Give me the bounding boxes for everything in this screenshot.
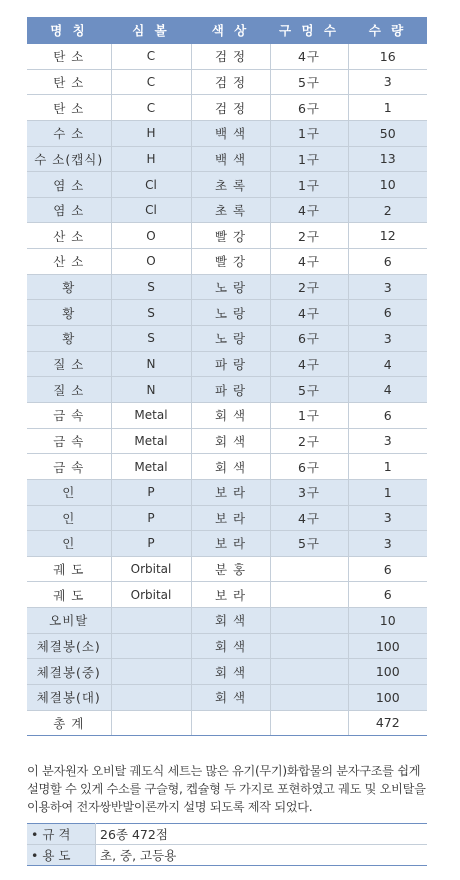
cell-quantity: 2: [348, 197, 427, 223]
cell-holes: 4구: [270, 351, 348, 377]
cell-holes: 6구: [270, 95, 348, 121]
cell-symbol: S: [111, 300, 191, 326]
cell-holes: 4구: [270, 505, 348, 531]
cell-symbol: O: [111, 249, 191, 275]
cell-name: 인: [27, 479, 111, 505]
cell-quantity: 1: [348, 479, 427, 505]
total-label: 총 계: [27, 710, 111, 736]
table-row: [27, 146, 427, 172]
total-blank-color: [191, 710, 270, 736]
cell-quantity: 6: [348, 300, 427, 326]
cell-holes: 6구: [270, 454, 348, 480]
total-row: [27, 710, 427, 736]
spec-size-label: • 규 격: [27, 824, 96, 845]
cell-symbol: O: [111, 223, 191, 249]
cell-name: 황: [27, 326, 111, 352]
cell-name: 황: [27, 300, 111, 326]
cell-symbol: [111, 608, 191, 634]
cell-symbol: Orbital: [111, 556, 191, 582]
cell-symbol: S: [111, 326, 191, 352]
cell-name: 산 소: [27, 223, 111, 249]
cell-symbol: [111, 633, 191, 659]
table-row: [27, 428, 427, 454]
cell-quantity: 1: [348, 454, 427, 480]
cell-color: 파 랑: [191, 351, 270, 377]
cell-color: 회 색: [191, 659, 270, 685]
cell-holes: 4구: [270, 249, 348, 275]
table-row: [27, 300, 427, 326]
cell-holes: [270, 633, 348, 659]
cell-color: 초 록: [191, 172, 270, 198]
table-row: [27, 197, 427, 223]
cell-quantity: 4: [348, 351, 427, 377]
cell-quantity: 100: [348, 685, 427, 711]
cell-holes: 3구: [270, 479, 348, 505]
cell-color: 초 록: [191, 197, 270, 223]
cell-quantity: 12: [348, 223, 427, 249]
cell-name: 염 소: [27, 197, 111, 223]
parts-table-body: [27, 44, 427, 736]
cell-symbol: S: [111, 274, 191, 300]
cell-symbol: Orbital: [111, 582, 191, 608]
total-blank-symbol: [111, 710, 191, 736]
cell-symbol: Cl: [111, 197, 191, 223]
table-row: [27, 531, 427, 557]
cell-symbol: [111, 659, 191, 685]
table-row: [27, 402, 427, 428]
cell-holes: 1구: [270, 172, 348, 198]
cell-holes: 5구: [270, 377, 348, 403]
total-quantity: 472: [348, 710, 427, 736]
cell-color: 회 색: [191, 633, 270, 659]
cell-name: 궤 도: [27, 556, 111, 582]
cell-color: 빨 강: [191, 249, 270, 275]
table-row: [27, 633, 427, 659]
cell-quantity: 3: [348, 326, 427, 352]
cell-quantity: 3: [348, 274, 427, 300]
cell-name: 궤 도: [27, 582, 111, 608]
cell-quantity: 16: [348, 44, 427, 70]
cell-holes: 1구: [270, 120, 348, 146]
cell-color: 보 라: [191, 582, 270, 608]
cell-symbol: Metal: [111, 454, 191, 480]
cell-quantity: 100: [348, 633, 427, 659]
table-row: [27, 223, 427, 249]
spec-table: [27, 823, 427, 866]
cell-color: 백 색: [191, 146, 270, 172]
parts-table: [27, 17, 427, 736]
cell-symbol: H: [111, 146, 191, 172]
cell-name: 인: [27, 531, 111, 557]
cell-holes: 2구: [270, 428, 348, 454]
cell-name: 금 속: [27, 428, 111, 454]
table-row: [27, 377, 427, 403]
cell-color: 빨 강: [191, 223, 270, 249]
cell-quantity: 100: [348, 659, 427, 685]
cell-quantity: 50: [348, 120, 427, 146]
header-symbol: 심 볼: [111, 17, 191, 44]
cell-name: 탄 소: [27, 44, 111, 70]
header-quantity: 수 량: [348, 17, 427, 44]
table-row: [27, 249, 427, 275]
cell-symbol: H: [111, 120, 191, 146]
cell-name: 체결봉(소): [27, 633, 111, 659]
cell-quantity: 1: [348, 95, 427, 121]
cell-name: 오비탈: [27, 608, 111, 634]
cell-holes: 4구: [270, 197, 348, 223]
cell-color: 노 랑: [191, 326, 270, 352]
cell-holes: 1구: [270, 146, 348, 172]
cell-quantity: 4: [348, 377, 427, 403]
cell-color: 회 색: [191, 454, 270, 480]
cell-holes: 2구: [270, 274, 348, 300]
table-row: [27, 685, 427, 711]
table-row: [27, 582, 427, 608]
cell-name: 탄 소: [27, 95, 111, 121]
cell-color: 보 라: [191, 505, 270, 531]
product-description: 이 분자원자 오비탈 궤도식 세트는 많은 유기(무기)화합물의 분자구조를 쉽게 설명할 수 있게 수소를 구슬형, 켑슐형 두 가지로 포현하였고 궤도 및 오비탈을 이용하여 전자쌍반발이론까지 설명 되도록 제작 되었다.: [27, 764, 426, 814]
table-header-row: [27, 17, 427, 44]
cell-name: 체결봉(중): [27, 659, 111, 685]
cell-holes: [270, 685, 348, 711]
cell-quantity: 3: [348, 428, 427, 454]
header-holes: 구 멍 수: [270, 17, 348, 44]
table-row: [27, 120, 427, 146]
table-row: [27, 95, 427, 121]
cell-quantity: 6: [348, 556, 427, 582]
cell-color: 회 색: [191, 402, 270, 428]
spec-row-size: [27, 824, 427, 845]
cell-holes: [270, 659, 348, 685]
table-row: [27, 274, 427, 300]
cell-color: 노 랑: [191, 300, 270, 326]
spec-row-use: [27, 845, 427, 866]
cell-quantity: 6: [348, 402, 427, 428]
cell-quantity: 3: [348, 69, 427, 95]
table-row: [27, 608, 427, 634]
table-row: [27, 44, 427, 70]
cell-holes: [270, 556, 348, 582]
spec-size-value: 26종 472점: [96, 824, 428, 845]
cell-name: 수 소: [27, 120, 111, 146]
cell-quantity: 3: [348, 505, 427, 531]
cell-symbol: P: [111, 531, 191, 557]
cell-name: 금 속: [27, 454, 111, 480]
cell-holes: 4구: [270, 44, 348, 70]
table-row: [27, 454, 427, 480]
cell-name: 질 소: [27, 377, 111, 403]
cell-color: 회 색: [191, 428, 270, 454]
cell-quantity: 6: [348, 249, 427, 275]
table-row: [27, 172, 427, 198]
cell-name: 인: [27, 505, 111, 531]
cell-symbol: C: [111, 95, 191, 121]
cell-color: 검 정: [191, 44, 270, 70]
cell-name: 산 소: [27, 249, 111, 275]
cell-holes: 5구: [270, 69, 348, 95]
cell-symbol: C: [111, 44, 191, 70]
spec-use-label: • 용 도: [27, 845, 96, 866]
cell-name: 수 소(캡식): [27, 146, 111, 172]
cell-color: 백 색: [191, 120, 270, 146]
cell-color: 회 색: [191, 608, 270, 634]
cell-color: 검 정: [191, 95, 270, 121]
cell-symbol: P: [111, 505, 191, 531]
cell-color: 검 정: [191, 69, 270, 95]
cell-quantity: 10: [348, 172, 427, 198]
total-blank-holes: [270, 710, 348, 736]
cell-holes: 6구: [270, 326, 348, 352]
cell-name: 탄 소: [27, 69, 111, 95]
cell-color: 회 색: [191, 685, 270, 711]
table-row: [27, 505, 427, 531]
table-row: [27, 351, 427, 377]
cell-color: 노 랑: [191, 274, 270, 300]
table-row: [27, 479, 427, 505]
header-name: 명 칭: [27, 17, 111, 44]
cell-holes: 1구: [270, 402, 348, 428]
cell-holes: [270, 608, 348, 634]
cell-color: 분 홍: [191, 556, 270, 582]
cell-name: 금 속: [27, 402, 111, 428]
cell-name: 체결봉(대): [27, 685, 111, 711]
cell-symbol: N: [111, 351, 191, 377]
cell-symbol: P: [111, 479, 191, 505]
cell-name: 황: [27, 274, 111, 300]
cell-quantity: 3: [348, 531, 427, 557]
cell-symbol: [111, 685, 191, 711]
cell-symbol: N: [111, 377, 191, 403]
header-color: 색 상: [191, 17, 270, 44]
cell-quantity: 13: [348, 146, 427, 172]
cell-color: 보 라: [191, 531, 270, 557]
cell-holes: 2구: [270, 223, 348, 249]
cell-quantity: 6: [348, 582, 427, 608]
table-row: [27, 69, 427, 95]
cell-color: 파 랑: [191, 377, 270, 403]
table-row: [27, 556, 427, 582]
table-row: [27, 326, 427, 352]
cell-symbol: C: [111, 69, 191, 95]
cell-quantity: 10: [348, 608, 427, 634]
cell-symbol: Cl: [111, 172, 191, 198]
cell-holes: [270, 582, 348, 608]
cell-holes: 5구: [270, 531, 348, 557]
cell-name: 질 소: [27, 351, 111, 377]
cell-name: 염 소: [27, 172, 111, 198]
spec-use-value: 초, 중, 고등용: [96, 845, 428, 866]
cell-symbol: Metal: [111, 402, 191, 428]
cell-holes: 4구: [270, 300, 348, 326]
cell-color: 보 라: [191, 479, 270, 505]
table-row: [27, 659, 427, 685]
cell-symbol: Metal: [111, 428, 191, 454]
